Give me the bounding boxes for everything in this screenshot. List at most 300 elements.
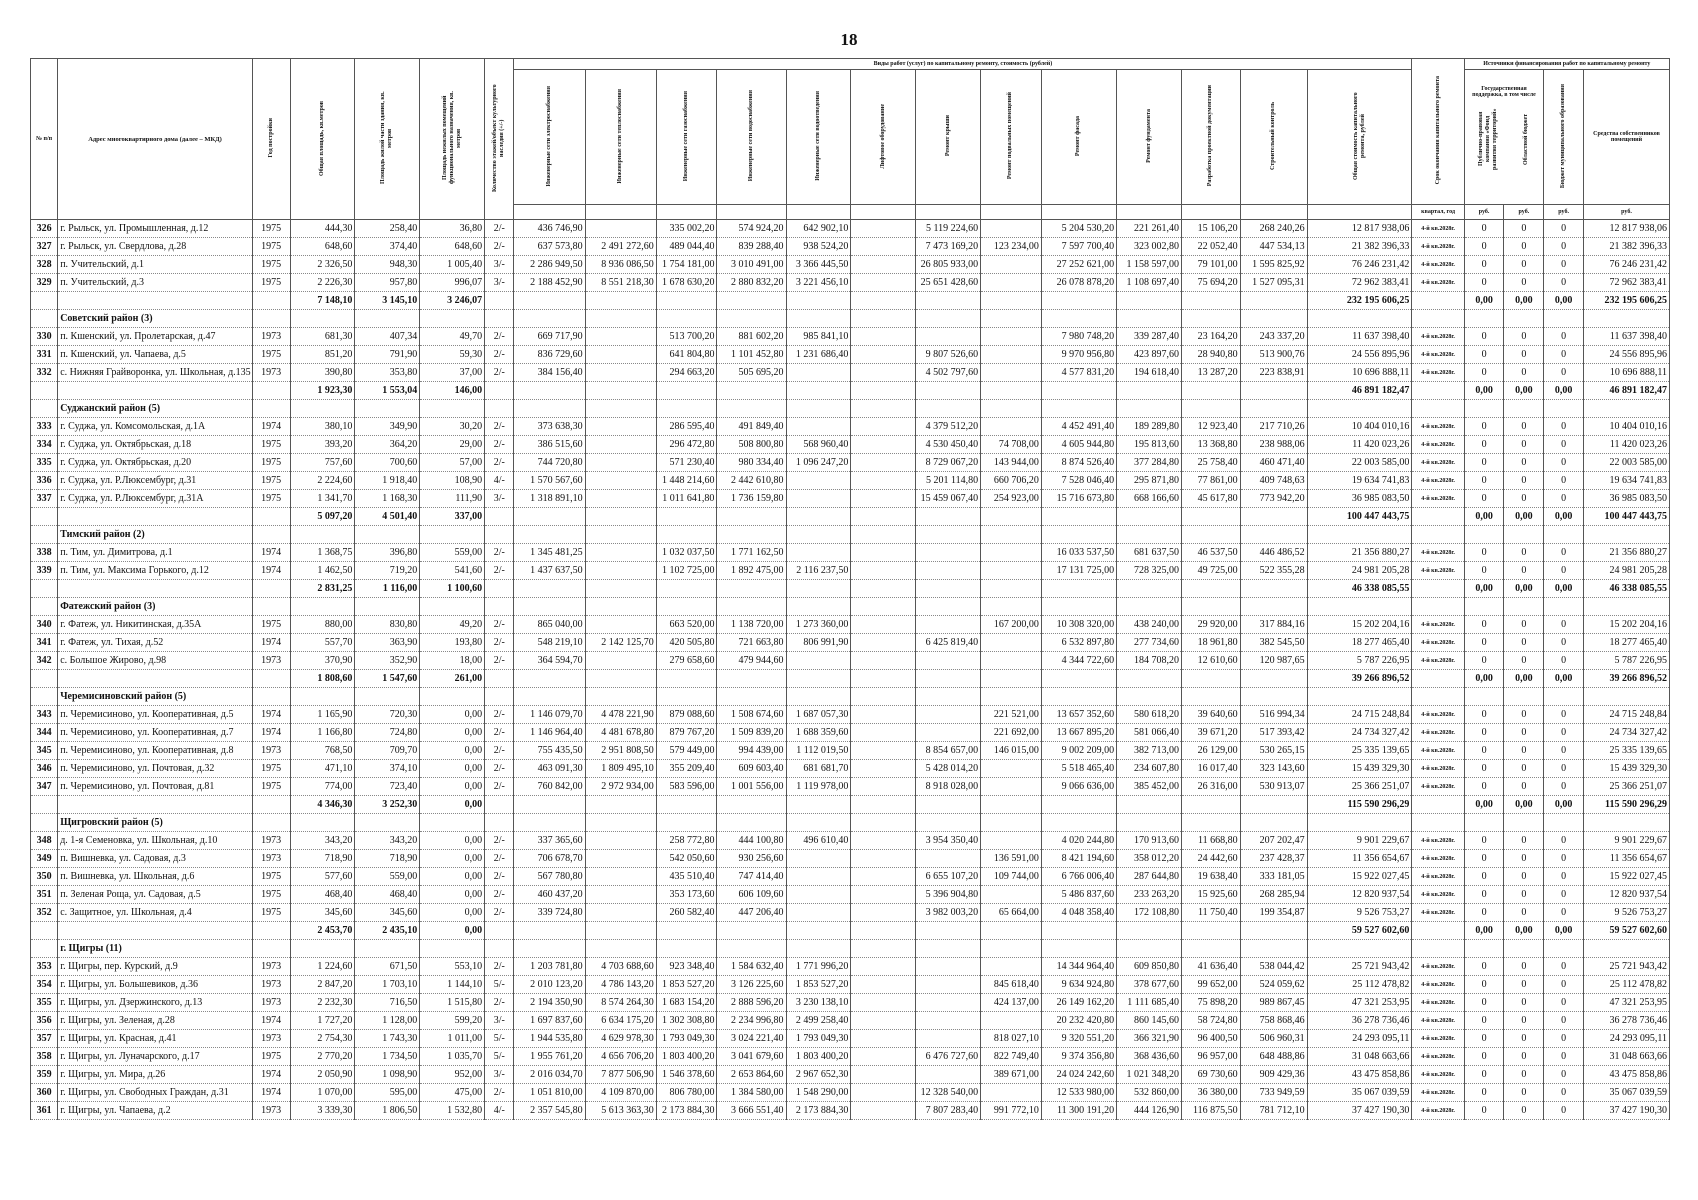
row-total-cost: 24 293 095,11 <box>1307 1030 1412 1048</box>
empty-cell <box>981 400 1042 418</box>
row-facade: 20 232 420,80 <box>1041 1012 1116 1030</box>
row-facade: 9 002 209,00 <box>1041 742 1116 760</box>
row-municipal: 0 <box>1544 418 1584 436</box>
row-sewer: 3 366 445,50 <box>786 256 851 274</box>
row-total-area: 757,60 <box>290 454 355 472</box>
row-control: 382 545,50 <box>1240 634 1307 652</box>
row-electric: 2 357 545,80 <box>514 1102 585 1120</box>
row-electric: 364 594,70 <box>514 652 585 670</box>
row-total-cost: 11 356 654,67 <box>1307 850 1412 868</box>
empty-cell <box>1240 940 1307 958</box>
row-lift <box>851 1012 916 1030</box>
row-roof: 5 428 014,20 <box>916 760 981 778</box>
subtotal-owners: 115 590 296,29 <box>1584 796 1670 814</box>
row-roof <box>916 958 981 976</box>
row-total-cost: 25 366 251,07 <box>1307 778 1412 796</box>
row-design: 15 106,20 <box>1182 220 1241 238</box>
row-gas: 355 209,40 <box>656 760 717 778</box>
row-regional: 0 <box>1504 976 1544 994</box>
row-gas: 260 582,40 <box>656 904 717 922</box>
row-control: 513 900,76 <box>1240 346 1307 364</box>
empty-cell <box>485 400 514 418</box>
row-sewer: 642 902,10 <box>786 220 851 238</box>
empty-cell <box>31 670 58 688</box>
table-row <box>31 436 1670 454</box>
row-electric: 865 040,00 <box>514 616 585 634</box>
row-floors: 3/- <box>485 490 514 508</box>
empty-cell <box>514 580 585 598</box>
row-address: г. Щигры, ул. Свободных Граждан, д.31 <box>58 1084 253 1102</box>
empty-cell <box>252 382 290 400</box>
row-water: 721 663,80 <box>717 634 786 652</box>
row-roof: 12 328 540,00 <box>916 1084 981 1102</box>
row-electric: 706 678,70 <box>514 850 585 868</box>
row-fund: 0 <box>1464 1084 1504 1102</box>
row-control: 516 994,34 <box>1240 706 1307 724</box>
empty-cell <box>58 382 253 400</box>
empty-cell <box>786 688 851 706</box>
row-address: п. Учительский, д.1 <box>58 256 253 274</box>
row-facade: 6 766 006,40 <box>1041 868 1116 886</box>
subtotal-nonres-area: 0,00 <box>420 796 485 814</box>
row-roof: 6 425 819,40 <box>916 634 981 652</box>
empty-cell <box>916 400 981 418</box>
row-electric: 436 746,90 <box>514 220 585 238</box>
row-total-area: 1 224,60 <box>290 958 355 976</box>
row-fund: 0 <box>1464 1102 1504 1120</box>
row-roof <box>916 994 981 1012</box>
row-design: 36 380,00 <box>1182 1084 1241 1102</box>
row-control: 243 337,20 <box>1240 328 1307 346</box>
header-deadline: Срок окончания капитального ремонта <box>1412 59 1464 205</box>
empty-cell <box>1307 598 1412 616</box>
row-facade: 12 533 980,00 <box>1041 1084 1116 1102</box>
row-address: п. Черемисиново, ул. Почтовая, д.32 <box>58 760 253 778</box>
row-total-cost: 47 321 253,95 <box>1307 994 1412 1012</box>
row-facade: 4 577 831,20 <box>1041 364 1116 382</box>
repair-register-table <box>30 58 1670 1120</box>
empty-cell <box>514 400 585 418</box>
row-electric: 2 188 452,90 <box>514 274 585 292</box>
row-total-area: 577,60 <box>290 868 355 886</box>
row-owners: 22 003 585,00 <box>1584 454 1670 472</box>
subtotal-owners: 46 891 182,47 <box>1584 382 1670 400</box>
row-design: 79 101,00 <box>1182 256 1241 274</box>
row-facade: 4 020 244,80 <box>1041 832 1116 850</box>
row-year: 1975 <box>252 436 290 454</box>
empty-cell <box>916 292 981 310</box>
row-gas: 579 449,00 <box>656 742 717 760</box>
row-lift <box>851 958 916 976</box>
row-address: г. Рыльск, ул. Свердлова, д.28 <box>58 238 253 256</box>
row-deadline: 4-й кв.2028г. <box>1412 958 1464 976</box>
empty-cell <box>58 922 253 940</box>
empty-cell <box>1412 796 1464 814</box>
row-lift <box>851 1084 916 1102</box>
empty-cell <box>916 922 981 940</box>
row-number: 336 <box>31 472 58 490</box>
row-gas: 879 767,20 <box>656 724 717 742</box>
row-foundation: 234 607,80 <box>1117 760 1182 778</box>
row-fund: 0 <box>1464 346 1504 364</box>
row-roof: 4 530 450,40 <box>916 436 981 454</box>
row-basement <box>981 364 1042 382</box>
row-lift <box>851 760 916 778</box>
row-total-area: 880,00 <box>290 616 355 634</box>
row-foundation: 444 126,90 <box>1117 1102 1182 1120</box>
row-fund: 0 <box>1464 472 1504 490</box>
empty-cell <box>31 814 58 832</box>
empty-cell <box>1182 670 1241 688</box>
empty-cell <box>514 688 585 706</box>
empty-cell <box>514 922 585 940</box>
table-row <box>31 1030 1670 1048</box>
row-address: г. Щигры, ул. Луначарского, д.17 <box>58 1048 253 1066</box>
row-living-area: 1 098,90 <box>355 1066 420 1084</box>
row-living-area: 396,80 <box>355 544 420 562</box>
row-municipal: 0 <box>1544 364 1584 382</box>
row-sewer: 1 688 359,60 <box>786 724 851 742</box>
empty-cell <box>1182 598 1241 616</box>
subtotal-regional: 0,00 <box>1504 508 1544 526</box>
row-year: 1974 <box>252 1084 290 1102</box>
row-owners: 47 321 253,95 <box>1584 994 1670 1012</box>
row-nonres-area: 952,00 <box>420 1066 485 1084</box>
empty-cell <box>514 382 585 400</box>
row-address: п. Вишневка, ул. Садовая, д.3 <box>58 850 253 868</box>
row-sewer: 681 681,70 <box>786 760 851 778</box>
row-owners: 10 404 010,16 <box>1584 418 1670 436</box>
row-lift <box>851 904 916 922</box>
row-basement: 136 591,00 <box>981 850 1042 868</box>
row-owners: 11 356 654,67 <box>1584 850 1670 868</box>
row-basement: 221 692,00 <box>981 724 1042 742</box>
row-electric: 2 286 949,50 <box>514 256 585 274</box>
subtotal-regional: 0,00 <box>1504 580 1544 598</box>
row-foundation: 194 618,40 <box>1117 364 1182 382</box>
row-design: 15 925,60 <box>1182 886 1241 904</box>
row-year: 1974 <box>252 724 290 742</box>
row-control: 1 595 825,92 <box>1240 256 1307 274</box>
empty-cell <box>1584 688 1670 706</box>
header-electric: Инженерные сети электроснабжения <box>514 70 585 205</box>
row-fund: 0 <box>1464 544 1504 562</box>
row-control: 447 534,13 <box>1240 238 1307 256</box>
header-foundation: Ремонт фундамента <box>1117 70 1182 205</box>
row-address: г. Щигры, ул. Чапаева, д.2 <box>58 1102 253 1120</box>
row-regional: 0 <box>1504 706 1544 724</box>
empty-cell <box>786 598 851 616</box>
table-row <box>31 832 1670 850</box>
row-address: п. Кшенский, ул. Чапаева, д.5 <box>58 346 253 364</box>
table-row <box>31 742 1670 760</box>
empty-cell <box>981 796 1042 814</box>
empty-cell <box>1464 526 1504 544</box>
row-total-area: 444,30 <box>290 220 355 238</box>
row-control: 989 867,45 <box>1240 994 1307 1012</box>
district-header-row <box>31 400 1670 418</box>
row-total-area: 1 462,50 <box>290 562 355 580</box>
row-deadline: 4-й кв.2028г. <box>1412 364 1464 382</box>
row-roof <box>916 1066 981 1084</box>
row-municipal: 0 <box>1544 634 1584 652</box>
unit-deadline: квартал, год <box>1412 205 1464 220</box>
row-facade: 7 980 748,20 <box>1041 328 1116 346</box>
empty-cell <box>717 526 786 544</box>
row-year: 1975 <box>252 490 290 508</box>
row-total-cost: 37 427 190,30 <box>1307 1102 1412 1120</box>
empty-cell <box>717 598 786 616</box>
row-heat <box>585 868 656 886</box>
row-lift <box>851 544 916 562</box>
row-deadline: 4-й кв.2028г. <box>1412 220 1464 238</box>
row-heat <box>585 562 656 580</box>
row-electric: 1 570 567,60 <box>514 472 585 490</box>
row-facade: 26 078 878,20 <box>1041 274 1116 292</box>
empty-cell <box>1412 598 1464 616</box>
empty-cell <box>514 292 585 310</box>
subtotal-living-area: 1 553,04 <box>355 382 420 400</box>
row-number: 354 <box>31 976 58 994</box>
row-electric: 836 729,60 <box>514 346 585 364</box>
table-row <box>31 886 1670 904</box>
row-sewer: 2 967 652,30 <box>786 1066 851 1084</box>
row-deadline: 4-й кв.2028г. <box>1412 760 1464 778</box>
row-deadline: 4-й кв.2028г. <box>1412 850 1464 868</box>
row-foundation: 366 321,90 <box>1117 1030 1182 1048</box>
subtotal-municipal: 0,00 <box>1544 670 1584 688</box>
row-municipal: 0 <box>1544 706 1584 724</box>
row-municipal: 0 <box>1544 976 1584 994</box>
row-nonres-area: 29,00 <box>420 436 485 454</box>
row-control: 773 942,20 <box>1240 490 1307 508</box>
row-design: 99 652,00 <box>1182 976 1241 994</box>
row-municipal: 0 <box>1544 958 1584 976</box>
empty-cell <box>420 940 485 958</box>
row-water: 444 100,80 <box>717 832 786 850</box>
row-water: 606 109,60 <box>717 886 786 904</box>
row-municipal: 0 <box>1544 1030 1584 1048</box>
row-sewer: 1 771 996,20 <box>786 958 851 976</box>
row-heat <box>585 454 656 472</box>
row-municipal: 0 <box>1544 490 1584 508</box>
row-electric: 2 016 034,70 <box>514 1066 585 1084</box>
empty-cell <box>851 940 916 958</box>
row-lift <box>851 364 916 382</box>
row-fund: 0 <box>1464 256 1504 274</box>
row-lift <box>851 562 916 580</box>
row-facade: 16 033 537,50 <box>1041 544 1116 562</box>
row-electric: 1 345 481,25 <box>514 544 585 562</box>
row-floors: 2/- <box>485 634 514 652</box>
row-regional: 0 <box>1504 886 1544 904</box>
row-control: 460 471,40 <box>1240 454 1307 472</box>
subtotal-municipal: 0,00 <box>1544 580 1584 598</box>
empty-cell <box>1041 382 1116 400</box>
row-foundation: 287 644,80 <box>1117 868 1182 886</box>
row-number: 337 <box>31 490 58 508</box>
row-total-cost: 24 715 248,84 <box>1307 706 1412 724</box>
row-deadline: 4-й кв.2028г. <box>1412 904 1464 922</box>
subtotal-owners: 232 195 606,25 <box>1584 292 1670 310</box>
row-owners: 11 420 023,26 <box>1584 436 1670 454</box>
row-total-area: 1 166,80 <box>290 724 355 742</box>
row-heat <box>585 544 656 562</box>
row-year: 1974 <box>252 562 290 580</box>
row-roof: 3 982 003,20 <box>916 904 981 922</box>
row-deadline: 4-й кв.2028г. <box>1412 616 1464 634</box>
row-total-area: 345,60 <box>290 904 355 922</box>
empty-cell <box>851 400 916 418</box>
empty-cell <box>252 670 290 688</box>
empty-cell <box>585 292 656 310</box>
row-control: 506 960,31 <box>1240 1030 1307 1048</box>
row-gas: 1 678 630,20 <box>656 274 717 292</box>
subtotal-nonres-area: 146,00 <box>420 382 485 400</box>
empty-cell <box>851 292 916 310</box>
row-control: 238 988,06 <box>1240 436 1307 454</box>
empty-cell <box>1117 292 1182 310</box>
empty-cell <box>1412 814 1464 832</box>
row-municipal: 0 <box>1544 1048 1584 1066</box>
row-living-area: 559,00 <box>355 868 420 886</box>
row-water: 574 924,20 <box>717 220 786 238</box>
empty-cell <box>1117 688 1182 706</box>
row-water: 1 771 162,50 <box>717 544 786 562</box>
row-regional: 0 <box>1504 1012 1544 1030</box>
subtotal-owners: 59 527 602,60 <box>1584 922 1670 940</box>
empty-cell <box>851 670 916 688</box>
district-header-row <box>31 310 1670 328</box>
row-foundation: 378 677,60 <box>1117 976 1182 994</box>
row-nonres-area: 1 011,00 <box>420 1030 485 1048</box>
row-living-area: 700,60 <box>355 454 420 472</box>
empty-cell <box>1182 580 1241 598</box>
row-total-cost: 10 404 010,16 <box>1307 418 1412 436</box>
header-state-support: Государственная поддержка, в том числе <box>1472 86 1536 98</box>
row-total-cost: 76 246 231,42 <box>1307 256 1412 274</box>
row-year: 1973 <box>252 976 290 994</box>
row-basement <box>981 1012 1042 1030</box>
district-name: Фатежский район (3) <box>58 598 253 616</box>
empty-cell <box>981 670 1042 688</box>
row-lift <box>851 634 916 652</box>
row-regional: 0 <box>1504 472 1544 490</box>
row-foundation: 170 913,60 <box>1117 832 1182 850</box>
row-owners: 9 526 753,27 <box>1584 904 1670 922</box>
row-total-area: 1 727,20 <box>290 1012 355 1030</box>
row-municipal: 0 <box>1544 436 1584 454</box>
subtotal-nonres-area: 337,00 <box>420 508 485 526</box>
row-facade: 4 048 358,40 <box>1041 904 1116 922</box>
row-municipal: 0 <box>1544 238 1584 256</box>
row-lift <box>851 742 916 760</box>
row-year: 1975 <box>252 616 290 634</box>
row-floors: 3/- <box>485 1012 514 1030</box>
row-address: п. Тим, ул. Димитрова, д.1 <box>58 544 253 562</box>
empty-cell <box>1117 400 1182 418</box>
empty-cell <box>717 670 786 688</box>
row-number: 340 <box>31 616 58 634</box>
empty-cell <box>916 940 981 958</box>
empty-cell <box>1182 382 1241 400</box>
empty-cell <box>1464 310 1504 328</box>
empty-cell <box>485 382 514 400</box>
row-owners: 24 556 895,96 <box>1584 346 1670 364</box>
row-living-area: 353,80 <box>355 364 420 382</box>
row-water: 2 653 864,60 <box>717 1066 786 1084</box>
row-fund: 0 <box>1464 418 1504 436</box>
row-year: 1975 <box>252 472 290 490</box>
row-foundation: 184 708,20 <box>1117 652 1182 670</box>
empty-cell <box>1041 688 1116 706</box>
subtotal-living-area: 3 252,30 <box>355 796 420 814</box>
row-control: 524 059,62 <box>1240 976 1307 994</box>
row-year: 1973 <box>252 364 290 382</box>
row-lift <box>851 850 916 868</box>
subtotal-total-cost: 115 590 296,29 <box>1307 796 1412 814</box>
row-address: д. 1-я Семеновка, ул. Школьная, д.10 <box>58 832 253 850</box>
empty-cell <box>916 382 981 400</box>
row-design: 23 164,20 <box>1182 328 1241 346</box>
row-regional: 0 <box>1504 904 1544 922</box>
row-facade: 9 320 551,20 <box>1041 1030 1116 1048</box>
row-basement <box>981 418 1042 436</box>
row-year: 1974 <box>252 418 290 436</box>
row-sewer <box>786 490 851 508</box>
empty-cell <box>656 598 717 616</box>
header-gas: Инженерные сети газоснабжения <box>656 70 717 205</box>
row-heat <box>585 616 656 634</box>
row-design: 16 017,40 <box>1182 760 1241 778</box>
empty-cell <box>585 400 656 418</box>
empty-cell <box>1544 526 1584 544</box>
empty-cell <box>916 310 981 328</box>
subtotal-fund: 0,00 <box>1464 292 1504 310</box>
row-municipal: 0 <box>1544 1102 1584 1120</box>
row-roof: 5 201 114,80 <box>916 472 981 490</box>
row-number: 332 <box>31 364 58 382</box>
row-floors: 5/- <box>485 976 514 994</box>
row-deadline: 4-й кв.2028г. <box>1412 976 1464 994</box>
row-lift <box>851 868 916 886</box>
row-fund: 0 <box>1464 562 1504 580</box>
row-floors: 4/- <box>485 1102 514 1120</box>
row-heat <box>585 652 656 670</box>
row-basement: 424 137,00 <box>981 994 1042 1012</box>
empty-cell <box>656 922 717 940</box>
row-lift <box>851 328 916 346</box>
row-foundation: 1 108 697,40 <box>1117 274 1182 292</box>
row-electric: 1 146 079,70 <box>514 706 585 724</box>
row-electric: 1 203 781,80 <box>514 958 585 976</box>
empty-cell <box>1117 382 1182 400</box>
row-foundation: 382 713,00 <box>1117 742 1182 760</box>
row-basement: 221 521,00 <box>981 706 1042 724</box>
empty-cell <box>585 598 656 616</box>
row-roof <box>916 1030 981 1048</box>
row-living-area: 716,50 <box>355 994 420 1012</box>
table-row <box>31 1012 1670 1030</box>
row-water: 2 888 596,20 <box>717 994 786 1012</box>
empty-cell <box>252 400 290 418</box>
row-fund: 0 <box>1464 238 1504 256</box>
row-foundation: 581 066,40 <box>1117 724 1182 742</box>
empty-cell <box>1504 400 1544 418</box>
row-regional: 0 <box>1504 1102 1544 1120</box>
row-municipal: 0 <box>1544 1066 1584 1084</box>
empty-cell <box>916 670 981 688</box>
